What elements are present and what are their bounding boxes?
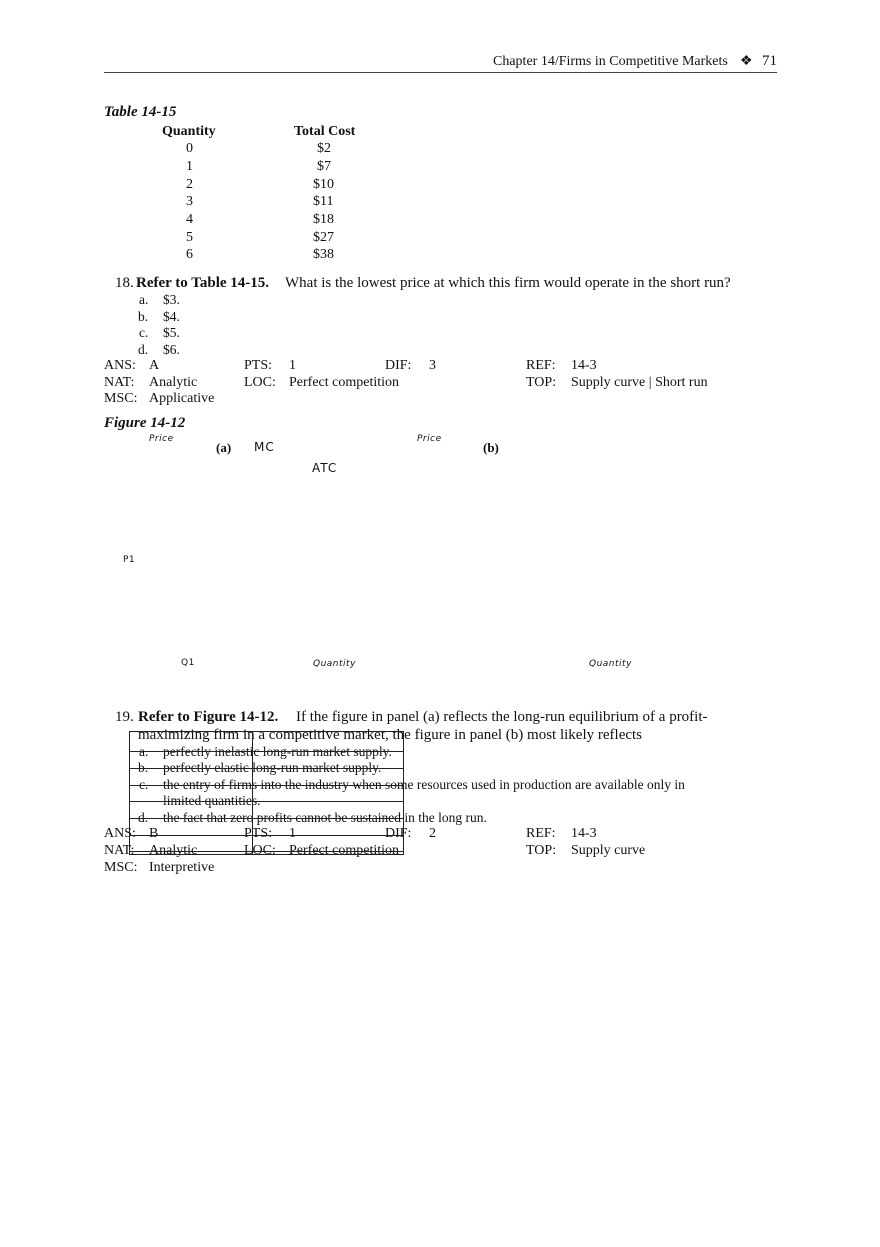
q19-option-b-letter: b. (138, 760, 149, 775)
question-18-number: 18. (115, 275, 134, 291)
q19-msc: Interpretive (149, 860, 215, 875)
q19-pts-label: PTS: (244, 826, 273, 841)
overlay-strike-line (129, 785, 404, 786)
table-cell: $38 (313, 247, 334, 262)
q19-nat: Analytic (149, 843, 198, 858)
overlay-strike-line (129, 751, 404, 752)
q19-msc-label: MSC: (104, 860, 138, 875)
q19-ans: B (149, 826, 159, 841)
overlay-strike-line (129, 801, 404, 802)
table-header-total-cost: Total Cost (294, 124, 356, 139)
table-cell: 0 (186, 141, 193, 156)
panel-a-x-axis-label: Quantity (313, 659, 356, 669)
q18-loc-label: LOC: (244, 375, 276, 390)
table-cell: $7 (317, 159, 331, 174)
question-19-text-line1: If the figure in panel (a) reflects the long-run equilibrium of a profit- (296, 709, 708, 725)
q18-nat-label: NAT: (104, 375, 135, 390)
panel-a-y-axis-label: Price (149, 434, 174, 444)
q19-option-a-letter: a. (139, 744, 149, 759)
table-cell: 4 (186, 212, 193, 227)
q19-dif: 2 (429, 826, 436, 841)
q18-ans: A (149, 358, 160, 373)
q18-nat: Analytic (149, 375, 198, 390)
table-cell: $2 (317, 141, 331, 156)
q18-option-d-letter: d. (138, 342, 149, 357)
question-19-number: 19. (115, 709, 134, 725)
q18-option-c-letter: c. (139, 325, 149, 340)
table-cell: $11 (313, 194, 334, 209)
figure-title: Figure 14-12 (104, 415, 186, 431)
table-header-quantity: Quantity (162, 124, 216, 139)
q18-option-b-letter: b. (138, 309, 149, 324)
table-cell: 5 (186, 230, 193, 245)
table-cell: 1 (186, 159, 193, 174)
header-rule (104, 72, 777, 73)
overlay-strike-line (129, 818, 404, 819)
q19-option-c: the entry of firms into the industry when some resources used in production are available only in (163, 777, 685, 792)
q19-top-label: TOP: (526, 843, 557, 858)
q19-option-a: perfectly inelastic long-run market supply. (163, 744, 392, 759)
q19-top: Supply curve (571, 843, 646, 858)
overlay-box-frame (129, 731, 404, 855)
q18-msc: Applicative (149, 391, 215, 406)
overlay-box-divider (252, 731, 253, 855)
overlay-strike-line (129, 851, 404, 852)
question-19-ref: Refer to Figure 14-12. (138, 709, 279, 725)
q19-loc: Perfect competition (289, 843, 400, 858)
panel-b-y-axis-label: Price (417, 434, 442, 444)
q19-ref-label: REF: (526, 826, 556, 841)
q18-ref-label: REF: (526, 358, 556, 373)
p1-label: P1 (123, 555, 136, 565)
q18-loc: Perfect competition (289, 375, 400, 390)
question-19-text-line2: maximizing firm in a competitive market, the figure in panel (b) most likely reflects (138, 727, 643, 743)
page-number: 71 (762, 53, 777, 69)
q18-top: Supply curve | Short run (571, 375, 708, 390)
question-18-ref: Refer to Table 14-15. (136, 275, 270, 291)
q19-nat-label: NAT: (104, 843, 135, 858)
table-cell: 2 (186, 177, 193, 192)
panel-b-label: (b) (483, 440, 499, 455)
q19-option-b: perfectly elastic long-run market supply. (163, 760, 382, 775)
table-cell: 3 (186, 194, 193, 209)
q19-option-d-letter: d. (138, 810, 149, 825)
q18-ans-label: ANS: (104, 358, 136, 373)
q18-pts-label: PTS: (244, 358, 273, 373)
q18-pts: 1 (289, 358, 296, 373)
q19-ans-label: ANS: (104, 826, 136, 841)
q18-option-a-letter: a. (139, 292, 149, 307)
q19-option-d: the fact that zero profits cannot be sustained in the long run. (163, 810, 487, 825)
q18-option-b: $4. (163, 309, 180, 324)
q18-ref: 14-3 (571, 358, 597, 373)
q19-pts: 1 (289, 826, 296, 841)
q18-dif: 3 (429, 358, 436, 373)
panel-b-x-axis-label: Quantity (589, 659, 632, 669)
table-title: Table 14-15 (104, 104, 177, 120)
q18-option-a: $3. (163, 292, 180, 307)
table-cell: $27 (313, 230, 334, 245)
table-cell: 6 (186, 247, 193, 262)
question-18-text: What is the lowest price at which this firm would operate in the short run? (285, 275, 731, 291)
table-cell: $18 (313, 212, 334, 227)
overlay-strike-line (129, 835, 404, 836)
q1-label: Q1 (181, 658, 195, 668)
q19-option-c-letter: c. (139, 777, 149, 792)
q18-dif-label: DIF: (385, 358, 412, 373)
q18-msc-label: MSC: (104, 391, 138, 406)
table-cell: $10 (313, 177, 334, 192)
q18-option-c: $5. (163, 325, 180, 340)
q19-option-c-continued: limited quantities. (163, 793, 261, 808)
panel-a-label: (a) (216, 440, 232, 455)
overlay-strike-line (129, 768, 404, 769)
q18-top-label: TOP: (526, 375, 557, 390)
q19-dif-label: DIF: (385, 826, 412, 841)
running-title: Chapter 14/Firms in Competitive Markets (493, 54, 728, 69)
mc-curve-label: MC (254, 440, 275, 454)
ornament-icon: ❖ (740, 54, 753, 69)
atc-curve-label: ATC (312, 461, 338, 475)
q18-option-d: $6. (163, 342, 180, 357)
q19-ref: 14-3 (571, 826, 597, 841)
q19-loc-label: LOC: (244, 843, 276, 858)
